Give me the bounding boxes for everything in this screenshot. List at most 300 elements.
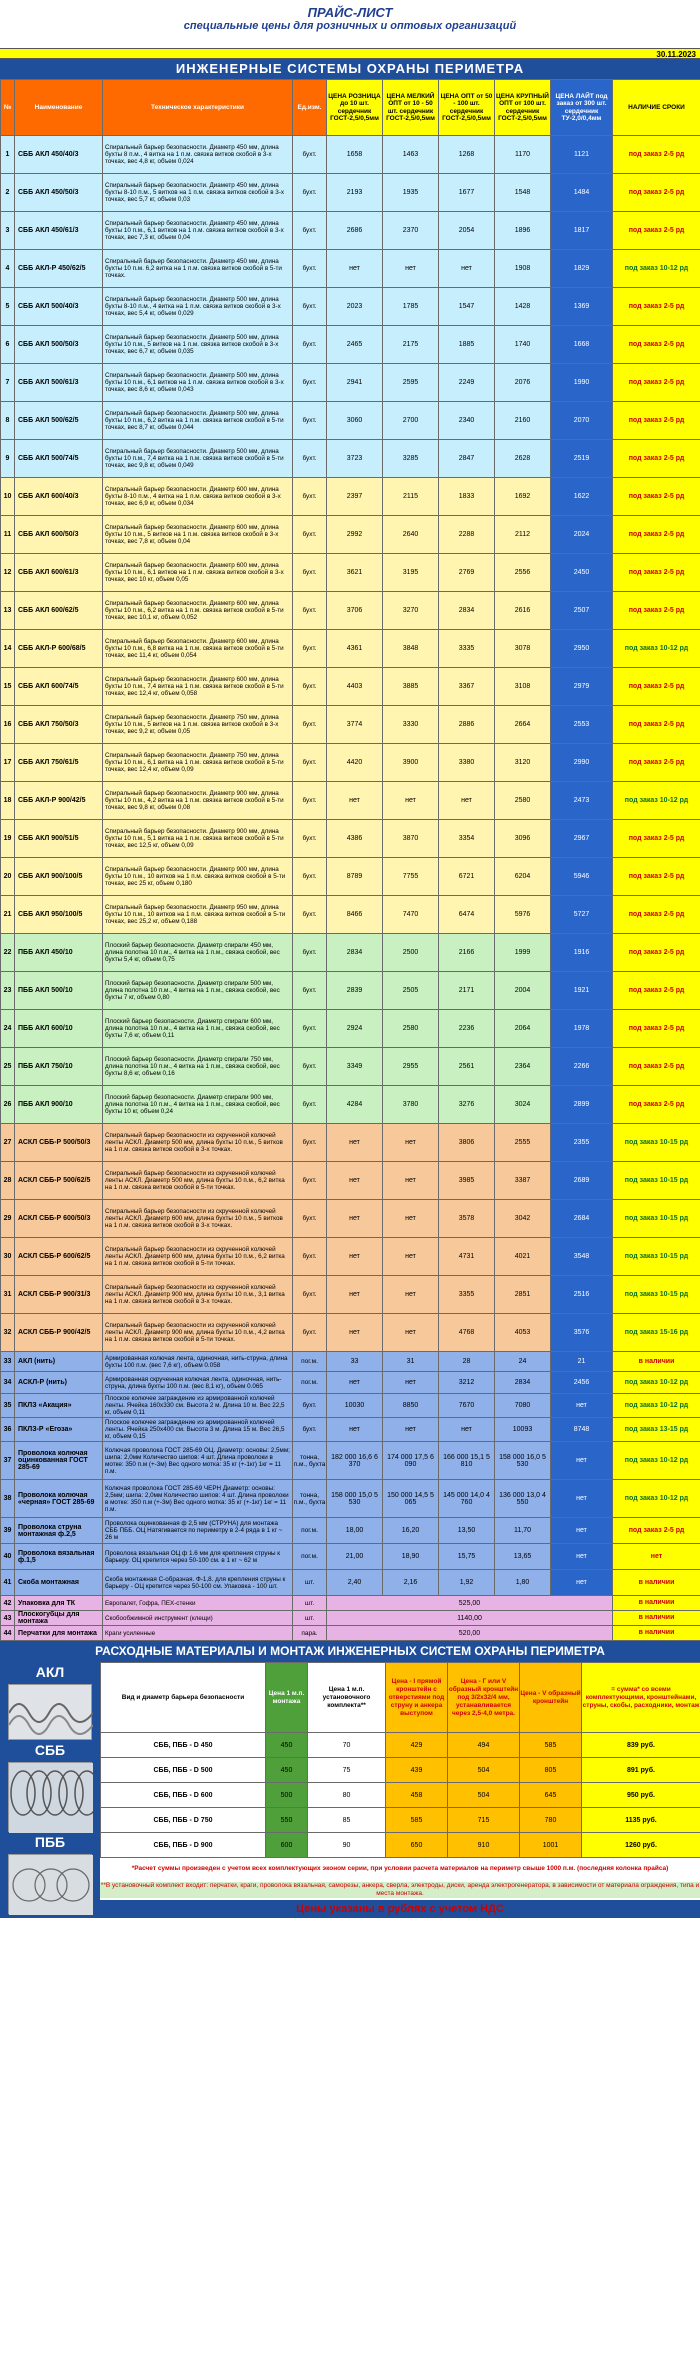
- unit: бухт.: [293, 212, 327, 250]
- header: [0, 0, 700, 48]
- table-row: [1, 288, 700, 326]
- bottom-section: [0, 1662, 700, 1918]
- price-small-wholesale: 18,90: [383, 1544, 439, 1570]
- price-retail: 3723: [327, 440, 383, 478]
- price-wholesale: 2561: [439, 1048, 495, 1086]
- price-wholesale: 3335: [439, 630, 495, 668]
- row-number: 22: [1, 934, 15, 972]
- t2-cell-b: 450: [266, 1758, 308, 1783]
- table-row: [1, 1048, 700, 1086]
- col-availability: НАЛИЧИЕ СРОКИ: [613, 80, 700, 136]
- table-row: [1, 1394, 700, 1418]
- price-large-wholesale: 3042: [495, 1200, 551, 1238]
- table-row: [1, 1626, 700, 1641]
- product-spec: Спиральный барьер безопасности. Диаметр 750 мм, длина бухты 10 п.м., 6,1 витка на 1 п.м. связка витков скобой в 5-ти точках, вес 12,4 кг, объем 0,09: [103, 744, 293, 782]
- barbed-tape-icon: [9, 1685, 93, 1741]
- availability: под заказ 2-5 рд: [613, 820, 700, 858]
- price-retail: 2924: [327, 1010, 383, 1048]
- row-number: 1: [1, 136, 15, 174]
- price-small-wholesale: 3285: [383, 440, 439, 478]
- product-spec: Спиральный барьер безопасности. Диаметр 500 мм, длина бухты 8-10 п.м., 4 витка на 1 п.м. связка витков скобой в 3-х точках, вес 5,4 кг, объем 0,029: [103, 288, 293, 326]
- table-row: [1, 592, 700, 630]
- product-name: АСКЛ СББ-Р 900/42/5: [15, 1314, 103, 1352]
- price-small-wholesale: 3195: [383, 554, 439, 592]
- price-large-wholesale: 1999: [495, 934, 551, 972]
- col-price-small-wholesale: ЦЕНА МЕЛКИЙ ОПТ от 10 - 50 шт. сердечник ГОСТ-2,5/0,5мм: [383, 80, 439, 136]
- product-spec: Армированная скрученная колючая лента, одиночная, нить-струна, длина бухты 100 п.м. (вес 8,1 кг), объем 0.065: [103, 1372, 293, 1394]
- product-spec: Спиральный барьер безопасности из скрученной колючей ленты АСКЛ. Диаметр 900 мм, длина бухты 10 п.м., 3,1 витка на 1 п.м. связка витков скобой в 3-х точках.: [103, 1276, 293, 1314]
- t2-cell-d: 458: [386, 1783, 448, 1808]
- price-wholesale: 2847: [439, 440, 495, 478]
- price-small-wholesale: 2175: [383, 326, 439, 364]
- price-large-wholesale: 1740: [495, 326, 551, 364]
- price-small-wholesale: 2370: [383, 212, 439, 250]
- table-row: [1, 1238, 700, 1276]
- spiral-barrier-icon: [9, 1763, 93, 1833]
- price-retail: 21,00: [327, 1544, 383, 1570]
- price-small-wholesale: 1785: [383, 288, 439, 326]
- price-retail: 18,00: [327, 1518, 383, 1544]
- product-spec: Спиральный барьер безопасности. Диаметр 950 мм, длина бухты 10 п.м., 10 витков на 1 п.м. связка витков скобой в 5-ти точках, вес 25,2 кг, объем 0,188: [103, 896, 293, 934]
- unit: бухт.: [293, 174, 327, 212]
- table-row: [1, 896, 700, 934]
- availability: под заказ 10-12 рд: [613, 1394, 700, 1418]
- price-small-wholesale: 2505: [383, 972, 439, 1010]
- price-lite: 8748: [551, 1418, 613, 1442]
- product-name: ПББ АКЛ 450/10: [15, 934, 103, 972]
- price-large-wholesale: 2556: [495, 554, 551, 592]
- price-large-wholesale: 158 000 16,0 5 530: [495, 1442, 551, 1480]
- price-retail: 2992: [327, 516, 383, 554]
- price-retail: 2023: [327, 288, 383, 326]
- table-row: [1, 1442, 700, 1480]
- availability: под заказ 2-5 рд: [613, 326, 700, 364]
- price-retail: нет: [327, 1276, 383, 1314]
- price-retail: 3621: [327, 554, 383, 592]
- row-number: 39: [1, 1518, 15, 1544]
- availability: в наличии: [613, 1570, 700, 1596]
- unit: бухт.: [293, 1010, 327, 1048]
- t2-col-sum: = сумма* со всеми комплектующими, кронштейнами, струны, скобы, расходники, монтаж: [582, 1663, 700, 1733]
- t2-cell-d: 439: [386, 1758, 448, 1783]
- table-row: [1, 820, 700, 858]
- col-num: №: [1, 80, 15, 136]
- price-large-wholesale: 2112: [495, 516, 551, 554]
- row-number: 9: [1, 440, 15, 478]
- unit: шт.: [293, 1611, 327, 1626]
- table-row: [1, 1314, 700, 1352]
- price-wholesale: 1677: [439, 174, 495, 212]
- price-lite: 2070: [551, 402, 613, 440]
- col-spec: Техническое характеристики: [103, 80, 293, 136]
- unit: пог.м.: [293, 1544, 327, 1570]
- price-retail: 8466: [327, 896, 383, 934]
- product-name: СББ АКЛ 900/100/5: [15, 858, 103, 896]
- t2-cell-c: 90: [308, 1833, 386, 1858]
- price-large-wholesale: 2580: [495, 782, 551, 820]
- product-spec: Спиральный барьер безопасности. Диаметр 600 мм, длина бухты 10 п.м., 6,8 витка на 1 п.м. связка витков скобой в 5-ти точках, вес 11,4 кг, объем 0,054: [103, 630, 293, 668]
- price-lite: нет: [551, 1442, 613, 1480]
- t2-cell-f: 1001: [520, 1833, 582, 1858]
- t2-cell-a: СББ, ПББ - D 750: [101, 1808, 266, 1833]
- product-name: СББ АКЛ 950/100/5: [15, 896, 103, 934]
- product-spec: Спиральный барьер безопасности. Диаметр 450 мм, длина бухты 8-10 п.м., 5 витков на 1 п.м. связка витков скобой в 3-х точках, вес 5,7 кг, объем 0,03: [103, 174, 293, 212]
- price-small-wholesale: 3900: [383, 744, 439, 782]
- row-number: 21: [1, 896, 15, 934]
- date: 30.11.2023: [656, 50, 696, 59]
- product-spec: Спиральный барьер безопасности. Диаметр 900 мм, длина бухты 10 п.м., 10 витков на 1 п.м. связка витков скобой в 5-ти точках, вес 25 кг, объем 0,180: [103, 858, 293, 896]
- row-number: 44: [1, 1626, 15, 1641]
- product-images: [0, 1662, 100, 1918]
- price-wholesale: 15,75: [439, 1544, 495, 1570]
- row-number: 16: [1, 706, 15, 744]
- price-wholesale: 1,92: [439, 1570, 495, 1596]
- t2-row: [101, 1758, 700, 1783]
- product-name: СББ АКЛ 900/51/5: [15, 820, 103, 858]
- price-retail: 4284: [327, 1086, 383, 1124]
- installation-table: [100, 1662, 700, 1858]
- row-number: 13: [1, 592, 15, 630]
- product-spec: Армированная колючая лента, одиночная, нить-струна, длина бухты 100 п.м. (вес 7,6 кг), объем 0.058: [103, 1352, 293, 1372]
- price-lite: 2950: [551, 630, 613, 668]
- product-name: СББ АКЛ 500/40/3: [15, 288, 103, 326]
- availability: под заказ 10-12 рд: [613, 250, 700, 288]
- availability: под заказ 2-5 рд: [613, 706, 700, 744]
- availability: под заказ 15-16 рд: [613, 1314, 700, 1352]
- product-spec: Спиральный барьер безопасности. Диаметр 450 мм, длина бухты 10 п.м., 6,1 витков на 1 п.м. связка витков скобой в 3-х точках, вес 7,3 кг, объем 0,04: [103, 212, 293, 250]
- product-spec: Спиральный барьер безопасности. Диаметр 500 мм, длина бухты 10 п.м., 6,1 витков на 1 п.м. связка витков скобой в 3-х точках, вес 8,6 кг, объем 0,043: [103, 364, 293, 402]
- price-wholesale: 4768: [439, 1314, 495, 1352]
- table-row: [1, 1570, 700, 1596]
- price-lite: 5727: [551, 896, 613, 934]
- table-row: [1, 212, 700, 250]
- price-retail: 4403: [327, 668, 383, 706]
- product-name: СББ АКЛ 600/74/5: [15, 668, 103, 706]
- price-wholesale: 2249: [439, 364, 495, 402]
- row-number: 41: [1, 1570, 15, 1596]
- price-lite: 2684: [551, 1200, 613, 1238]
- row-number: 8: [1, 402, 15, 440]
- product-spec: Спиральный барьер безопасности. Диаметр 600 мм, длина бухты 10 п.м., 5 витков на 1 п.м. связка витков скобой в 3-х точках, вес 7,8 кг, объем 0,04: [103, 516, 293, 554]
- availability: в наличии: [613, 1611, 700, 1626]
- price-small-wholesale: 2,16: [383, 1570, 439, 1596]
- availability: под заказ 2-5 рд: [613, 136, 700, 174]
- availability: под заказ 2-5 рд: [613, 668, 700, 706]
- product-spec: Спиральный барьер безопасности. Диаметр 600 мм, длина бухты 10 п.м., 7,4 витка на 1 п.м. связка витков скобой в 5-ти точках, вес 12,4 кг, объем 0,058: [103, 668, 293, 706]
- price-small-wholesale: нет: [383, 1200, 439, 1238]
- unit: пара.: [293, 1626, 327, 1641]
- product-name: СББ АКЛ-Р 600/68/5: [15, 630, 103, 668]
- price-small-wholesale: 7470: [383, 896, 439, 934]
- availability: под заказ 2-5 рд: [613, 212, 700, 250]
- unit: бухт.: [293, 1086, 327, 1124]
- price-small-wholesale: 2595: [383, 364, 439, 402]
- availability: в наличии: [613, 1596, 700, 1611]
- product-name: Проволока вязальная ф.1,5: [15, 1544, 103, 1570]
- price-lite: 1916: [551, 934, 613, 972]
- price-small-wholesale: нет: [383, 1372, 439, 1394]
- sbb-label: СББ: [34, 1742, 66, 1758]
- product-name: Проволока колючая «черная» ГОСТ 285-69: [15, 1480, 103, 1518]
- table-row: [1, 934, 700, 972]
- price-small-wholesale: 7755: [383, 858, 439, 896]
- price-retail: 3706: [327, 592, 383, 630]
- availability: под заказ 10-15 рд: [613, 1276, 700, 1314]
- price-wholesale: 28: [439, 1352, 495, 1372]
- table-row: [1, 972, 700, 1010]
- price-lite: 1369: [551, 288, 613, 326]
- price-large-wholesale: 6204: [495, 858, 551, 896]
- table-row: [1, 1200, 700, 1238]
- price-small-wholesale: 2955: [383, 1048, 439, 1086]
- t2-cell-e: 494: [448, 1733, 520, 1758]
- t2-cell-b: 600: [266, 1833, 308, 1858]
- product-spec: Плоский барьер безопасности. Диаметр спирали 600 мм, длина полотна 10 п.м., 4 витка на 1 п.м., связка скобой, вес бухты 7,6 кг, объем 0,11: [103, 1010, 293, 1048]
- merged-price: 1140,00: [327, 1611, 613, 1626]
- availability: под заказ 2-5 рд: [613, 364, 700, 402]
- availability: под заказ 10-12 рд: [613, 630, 700, 668]
- unit: бухт.: [293, 592, 327, 630]
- table-row: [1, 1480, 700, 1518]
- price-large-wholesale: 2616: [495, 592, 551, 630]
- t2-row: [101, 1808, 700, 1833]
- price-large-wholesale: 1428: [495, 288, 551, 326]
- note-kit: **В установочный комплект входит: перчатки, краги, проволока вязальная, саморезы, анкера, сверла, электроды, диски, аренда электрогенератора, в зависимости от материала ограждения, типа и места монтажа.: [100, 1882, 700, 1897]
- product-name: Перчатки для монтажа: [15, 1626, 103, 1641]
- table-row: [1, 1518, 700, 1544]
- product-name: СББ АКЛ 600/62/5: [15, 592, 103, 630]
- price-small-wholesale: 3885: [383, 668, 439, 706]
- table-row: [1, 630, 700, 668]
- unit: тонна, п.м., бухта: [293, 1480, 327, 1518]
- price-lite: 1817: [551, 212, 613, 250]
- col-price-large-wholesale: ЦЕНА КРУПНЫЙ ОПТ от 100 шт. сердечник ГОСТ-2,5/0,5мм: [495, 80, 551, 136]
- product-name: СББ АКЛ 600/50/3: [15, 516, 103, 554]
- unit: бухт.: [293, 934, 327, 972]
- product-spec: Спиральный барьер безопасности. Диаметр 500 мм, длина бухты 10 п.м., 7,4 витка на 1 п.м. связка витков скобой в 5-ти точках, вес 9,8 кг, объем 0,049: [103, 440, 293, 478]
- t2-col-install: Цена 1 м.п. монтажа: [266, 1663, 308, 1733]
- price-small-wholesale: 16,20: [383, 1518, 439, 1544]
- availability: под заказ 2-5 рд: [613, 1048, 700, 1086]
- price-large-wholesale: 1896: [495, 212, 551, 250]
- price-small-wholesale: нет: [383, 782, 439, 820]
- t2-cell-b: 500: [266, 1783, 308, 1808]
- price-small-wholesale: нет: [383, 1276, 439, 1314]
- price-wholesale: 2171: [439, 972, 495, 1010]
- price-wholesale: 1268: [439, 136, 495, 174]
- unit: бухт.: [293, 744, 327, 782]
- product-name: Скоба монтажная: [15, 1570, 103, 1596]
- price-lite: 5946: [551, 858, 613, 896]
- table-row: [1, 1276, 700, 1314]
- pbb-photo: [8, 1854, 92, 1914]
- product-name: СББ АКЛ 450/61/3: [15, 212, 103, 250]
- product-name: АСКЛ СББ-Р 600/50/3: [15, 1200, 103, 1238]
- price-retail: 3349: [327, 1048, 383, 1086]
- price-large-wholesale: 1548: [495, 174, 551, 212]
- product-spec: Спиральный барьер безопасности. Диаметр 900 мм, длина бухты 10 п.м., 5,1 витка на 1 п.м. связка витков скобой в 5-ти точках, вес 12,5 кг, объем 0,09: [103, 820, 293, 858]
- price-lite: 2355: [551, 1124, 613, 1162]
- price-lite: нет: [551, 1480, 613, 1518]
- price-small-wholesale: 2700: [383, 402, 439, 440]
- row-number: 33: [1, 1352, 15, 1372]
- price-large-wholesale: 3096: [495, 820, 551, 858]
- price-large-wholesale: 3078: [495, 630, 551, 668]
- unit: тонна, п.м., бухта: [293, 1442, 327, 1480]
- t2-cell-d: 429: [386, 1733, 448, 1758]
- t2-cell-g: 950 руб.: [582, 1783, 700, 1808]
- price-lite: 2266: [551, 1048, 613, 1086]
- price-wholesale: 2054: [439, 212, 495, 250]
- price-wholesale: 3276: [439, 1086, 495, 1124]
- product-name: СББ АКЛ 600/61/3: [15, 554, 103, 592]
- price-lite: 1484: [551, 174, 613, 212]
- row-number: 19: [1, 820, 15, 858]
- price-lite: 2553: [551, 706, 613, 744]
- price-wholesale: 2288: [439, 516, 495, 554]
- price-retail: нет: [327, 1162, 383, 1200]
- product-name: СББ АКЛ 500/62/5: [15, 402, 103, 440]
- price-small-wholesale: нет: [383, 1124, 439, 1162]
- t2-cell-g: 1260 руб.: [582, 1833, 700, 1858]
- unit: бухт.: [293, 364, 327, 402]
- unit: бухт.: [293, 516, 327, 554]
- price-retail: нет: [327, 250, 383, 288]
- price-wholesale: 1547: [439, 288, 495, 326]
- price-retail: 10030: [327, 1394, 383, 1418]
- price-lite: 3576: [551, 1314, 613, 1352]
- price-wholesale: 3367: [439, 668, 495, 706]
- product-spec: Спиральный барьер безопасности. Диаметр 900 мм, длина бухты 10 п.м., 4,2 витка на 1 п.м. связка витков скобой в 5-ти точках, вес 9,8 кг, объем 0,08: [103, 782, 293, 820]
- row-number: 14: [1, 630, 15, 668]
- price-wholesale: 3212: [439, 1372, 495, 1394]
- price-large-wholesale: 24: [495, 1352, 551, 1372]
- row-number: 29: [1, 1200, 15, 1238]
- row-number: 24: [1, 1010, 15, 1048]
- product-name: Упаковка для ТК: [15, 1596, 103, 1611]
- price-lite: 1668: [551, 326, 613, 364]
- product-spec: Скоба монтажная С-образная. Ф-1,8. для крепления струны к барьеру - ОЦ крепится через 50-100 см. Упаковка - 100 шт.: [103, 1570, 293, 1596]
- t2-row: [101, 1783, 700, 1808]
- price-large-wholesale: 2004: [495, 972, 551, 1010]
- price-large-wholesale: 2076: [495, 364, 551, 402]
- price-wholesale: 3380: [439, 744, 495, 782]
- product-spec: Колючая проволока ГОСТ 285-69 ОЦ. Диаметр: основы: 2,5мм; шипа: 2,0мм Количество шипов: 4 шт. Длина проволоки в мотке: 350 п.м (+-3м) Вес одного мотка: 35 кг (+-1кг) 1кг = 11 п.м.: [103, 1442, 293, 1480]
- price-small-wholesale: 174 000 17,5 6 090: [383, 1442, 439, 1480]
- price-small-wholesale: 2115: [383, 478, 439, 516]
- availability: под заказ 2-5 рд: [613, 1086, 700, 1124]
- note-currency: Цены указаны в рублях с учетом НДС: [100, 1900, 700, 1918]
- price-retail: 2834: [327, 934, 383, 972]
- price-large-wholesale: 1,80: [495, 1570, 551, 1596]
- price-large-wholesale: 4021: [495, 1238, 551, 1276]
- row-number: 17: [1, 744, 15, 782]
- row-number: 15: [1, 668, 15, 706]
- price-wholesale: 2769: [439, 554, 495, 592]
- table-row: [1, 478, 700, 516]
- availability: под заказ 10-12 рд: [613, 1442, 700, 1480]
- price-large-wholesale: 1170: [495, 136, 551, 174]
- row-number: 20: [1, 858, 15, 896]
- t2-col-type: Вид и диаметр барьера безопасности: [101, 1663, 266, 1733]
- unit: бухт.: [293, 858, 327, 896]
- product-spec: Спиральный барьер безопасности. Диаметр 450 мм, длина бухты 8 п.м., 4 витка на 1 п.м. связка витков скобой в 3-х точках, вес 4,8 кг, объем 0,024: [103, 136, 293, 174]
- availability: под заказ 2-5 рд: [613, 1010, 700, 1048]
- availability: под заказ 2-5 рд: [613, 554, 700, 592]
- product-name: Проволока струна монтажная ф.2,5: [15, 1518, 103, 1544]
- unit: бухт.: [293, 250, 327, 288]
- row-number: 2: [1, 174, 15, 212]
- price-lite: 2507: [551, 592, 613, 630]
- t2-cell-b: 450: [266, 1733, 308, 1758]
- row-number: 26: [1, 1086, 15, 1124]
- unit: пог.м.: [293, 1352, 327, 1372]
- price-small-wholesale: 3870: [383, 820, 439, 858]
- table-row: [1, 706, 700, 744]
- price-wholesale: нет: [439, 250, 495, 288]
- unit: бухт.: [293, 1200, 327, 1238]
- table-row: [1, 1352, 700, 1372]
- unit: бухт.: [293, 440, 327, 478]
- price-retail: 4386: [327, 820, 383, 858]
- price-wholesale: нет: [439, 1418, 495, 1442]
- row-number: 43: [1, 1611, 15, 1626]
- section2-title: РАСХОДНЫЕ МАТЕРИАЛЫ И МОНТАЖ ИНЖЕНЕРНЫХ СИСТЕМ ОХРАНЫ ПЕРИМЕТРА: [0, 1641, 700, 1662]
- availability: под заказ 2-5 рд: [613, 934, 700, 972]
- col-price-wholesale: ЦЕНА ОПТ от 50 - 100 шт. сердечник ГОСТ-2,5/0,5мм: [439, 80, 495, 136]
- table-row: [1, 858, 700, 896]
- price-wholesale: нет: [439, 782, 495, 820]
- table-row: [1, 1596, 700, 1611]
- price-lite: 2990: [551, 744, 613, 782]
- unit: бухт.: [293, 896, 327, 934]
- price-large-wholesale: 2160: [495, 402, 551, 440]
- unit: шт.: [293, 1596, 327, 1611]
- unit: бухт.: [293, 1394, 327, 1418]
- price-wholesale: 166 000 15,1 5 810: [439, 1442, 495, 1480]
- price-wholesale: 2166: [439, 934, 495, 972]
- product-spec: Спиральный барьер безопасности. Диаметр 600 мм, длина бухты 10 п.м., 6,1 витков на 1 п.м. связка витков скобой в 3-х точках, вес 10 кг, объем 0,05: [103, 554, 293, 592]
- sbb-photo: [8, 1762, 92, 1832]
- product-name: Плоскогубцы для монтажа: [15, 1611, 103, 1626]
- price-retail: 2839: [327, 972, 383, 1010]
- table-row: [1, 1544, 700, 1570]
- t2-row: [101, 1833, 700, 1858]
- product-name: АСКЛ СББ-Р 500/62/5: [15, 1162, 103, 1200]
- t2-cell-g: 839 руб.: [582, 1733, 700, 1758]
- table-header: [1, 80, 700, 136]
- price-lite: 1990: [551, 364, 613, 402]
- row-number: 34: [1, 1372, 15, 1394]
- price-table: [0, 79, 700, 1641]
- price-large-wholesale: 5976: [495, 896, 551, 934]
- t2-cell-a: СББ, ПББ - D 600: [101, 1783, 266, 1808]
- price-small-wholesale: 3270: [383, 592, 439, 630]
- product-name: ПББ АКЛ 500/10: [15, 972, 103, 1010]
- table-row: [1, 1372, 700, 1394]
- price-large-wholesale: 13,65: [495, 1544, 551, 1570]
- unit: бухт.: [293, 136, 327, 174]
- price-small-wholesale: нет: [383, 1314, 439, 1352]
- pbb-label: ПББ: [34, 1834, 66, 1850]
- product-spec: Плоский барьер безопасности. Диаметр спирали 500 мм, длина полотна 10 п.м., 4 витка на 1 п.м., связка скобой, вес бухты 7 кг, объем 0,80: [103, 972, 293, 1010]
- table-row: [1, 1086, 700, 1124]
- t2-cell-e: 504: [448, 1783, 520, 1808]
- price-retail: 33: [327, 1352, 383, 1372]
- col-price-lite: ЦЕНА ЛАЙТ под заказ от 300 шт. сердечник ТУ-2,0/0,4мм: [551, 80, 613, 136]
- product-name: СББ АКЛ-Р 900/42/5: [15, 782, 103, 820]
- product-spec: Колючая проволока ГОСТ 285-69 ЧЕРН Диаметр: основы: 2,5мм; шипа: 2,0мм Количество шипов: 4 шт. Длина проволоки в мотке: 350 п.м (+-3м) Вес одного мотка: 35 кг (+-1кг) 1кг = 11 п.м.: [103, 1480, 293, 1518]
